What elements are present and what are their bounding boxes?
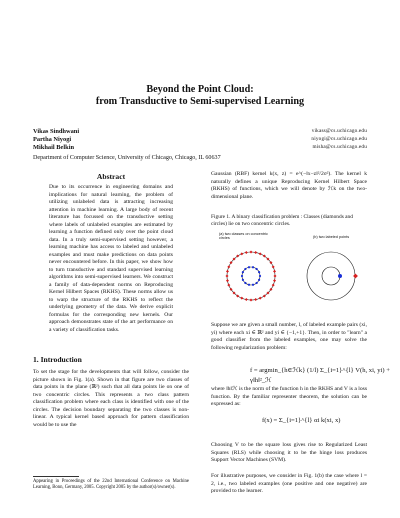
diamond-point	[273, 279, 276, 282]
paper-title-line-1: Beyond the Point Cloud:	[146, 84, 254, 95]
figure-1	[211, 232, 367, 304]
circle-point	[248, 284, 250, 286]
diamond-point	[227, 265, 230, 268]
diamond-point	[245, 251, 248, 254]
diamond-point	[250, 251, 253, 254]
circle-point	[241, 275, 243, 277]
affiliation: Department of Computer Science, University of Chicago, Chicago, IL 60637	[33, 155, 221, 161]
diamond-point	[259, 252, 262, 255]
introduction-text: To set the stage for the developments that will follow, consider the picture shown in Fig. 1(a). Shown in that figure are two classes of data points in the plane (ℝ²) such that all data points lie on one of two concentric circles. This represents a two class pattern classification problem where each class is identified with one of the circles. The decision boundary separating the two classes is non-linear. A typical kernel based approach for pattern classification would be to use the	[33, 369, 189, 428]
diamond-point	[254, 251, 257, 254]
circle-point	[252, 284, 254, 286]
author-name: Mikhail Belkin	[33, 144, 75, 151]
diamond-point	[245, 298, 248, 301]
right-paragraph-labeled-pairs: Suppose we are given a small number, l, of labeled example pairs (xi, yi) where each xi ∈ ℝ² and yi ∈ {−1,+1}. Then, in order to "learn" a good classifier from the labeled examples, one may solve the following regularization problem:	[211, 322, 367, 351]
labeled-circle-point	[338, 274, 342, 278]
author-email: niyogi@cs.uchicago.edu	[311, 136, 367, 142]
circle-point	[242, 271, 244, 273]
diamond-point	[226, 270, 229, 273]
inner-circle	[322, 267, 340, 285]
right-paragraph-kernel: Gaussian (RBF) kernel k(x, z) = e^(−‖x−z‖²/2σ²). The kernel k naturally defines a unique Reproducing Kernel Hilbert Space (RKHS) of functions, which we will denote by ℋk on the two-dimensional plane.	[211, 171, 367, 200]
abstract-text: Due to its occurrence in engineering domains and implications for natural learning, the problem of utilizing unlabeled data is attracting increasing attention in machine learning. A large body of recent literature has focussed on the transductive setting where labels of unlabeled examples are estimated by learning a function defined only over the point cloud data. In a truly semi-supervised setting however, a learning machine has access to labeled and unlabeled examples and must make predictions on data points never encountered before. In this paper, we show how to turn transductive and standard supervised learning algorithms into semi-supervised learners. We construct a family of data-dependent norms on Reproducing Kernel Hilbert Spaces (RKHS). These norms allow us to warp the structure of the RKHS to reflect the underlying geometry of the data. We derive explicit formulas for the corresponding new kernels. Our approach demonstrates state of the art performance on a variety of classification tasks.	[49, 184, 173, 333]
diamond-point	[226, 279, 229, 282]
diamond-point	[226, 275, 229, 278]
diamond-point	[227, 284, 230, 287]
figure-panel-b	[307, 252, 358, 300]
diamond-point	[240, 252, 243, 255]
figure-label-a: (a) two classes on concentric circles	[219, 232, 268, 241]
diamond-point	[272, 265, 275, 268]
diamond-point	[240, 297, 243, 300]
circle-point	[248, 266, 250, 268]
circle-point	[259, 275, 261, 277]
paper-title-line-2: from Transductive to Semi-supervised Learning	[95, 96, 305, 107]
circle-point	[244, 268, 246, 270]
circle-point	[244, 282, 246, 284]
diamond-point	[273, 270, 276, 273]
diamond-point	[259, 297, 262, 300]
abstract-heading: Abstract	[96, 172, 126, 181]
author-name: Partha Niyogi	[33, 136, 72, 143]
author-email: misha@cs.uchicago.edu	[312, 144, 367, 150]
diamond-point	[250, 299, 253, 302]
right-paragraph-illustration: For illustrative purposes, we consider in Fig. 1(b) the case where l = 2, i.e., two labeled examples (one positive and one negative) are provided to the learner.	[211, 473, 367, 494]
labeled-diamond-point	[353, 274, 358, 279]
equation-representer: f(x) = Σ_{i=1}^{l} αi k(xi, x)	[262, 417, 341, 424]
circle-point	[258, 271, 260, 273]
figure-panel-a	[226, 251, 277, 302]
author-email: vikass@cs.uchicago.edu	[311, 128, 367, 134]
diamond-point	[274, 275, 277, 278]
diamond-point	[272, 284, 275, 287]
footnote-rule	[33, 476, 79, 477]
outer-circle	[307, 252, 355, 300]
figure-caption: Figure 1. A binary classification problem : Classes (diamonds and circles) lie on two concentric circles.	[211, 214, 353, 228]
author-row	[33, 143, 367, 152]
circle-point	[242, 279, 244, 281]
right-paragraph-representer: where ‖h‖ℋ is the norm of the function h in the RKHS and V is a loss function. By the familiar representer theorem, the solution can be expressed as:	[211, 386, 367, 407]
figure-graphic	[211, 232, 367, 304]
circle-point	[258, 279, 260, 281]
equation-regularization: f = argmin_{h∈ℋk} (1/l) Σ_{i=1}^{l} V(h, xi, yi) + γ‖h‖²_ℋ	[250, 367, 390, 384]
footnote: Appearing in Proceedings of the 22nd International Conference on Machine Learning, Bonn, Germany, 2005. Copyright 2005 by the author(s)/owner(s).	[33, 479, 189, 491]
circle-point	[256, 268, 258, 270]
circle-point	[252, 266, 254, 268]
right-paragraph-loss: Choosing V to be the square loss gives rise to Regularized Least Squares (RLS) while choosing it to be the hinge loss produces Support Vector Machines (SVM).	[211, 442, 367, 463]
author-name: Vikas Sindhwani	[33, 128, 80, 135]
figure-label-b: (b) two labeled points	[313, 235, 350, 239]
section-heading-introduction: 1. Introduction	[33, 355, 82, 364]
circle-point	[256, 282, 258, 284]
diamond-point	[254, 298, 257, 301]
